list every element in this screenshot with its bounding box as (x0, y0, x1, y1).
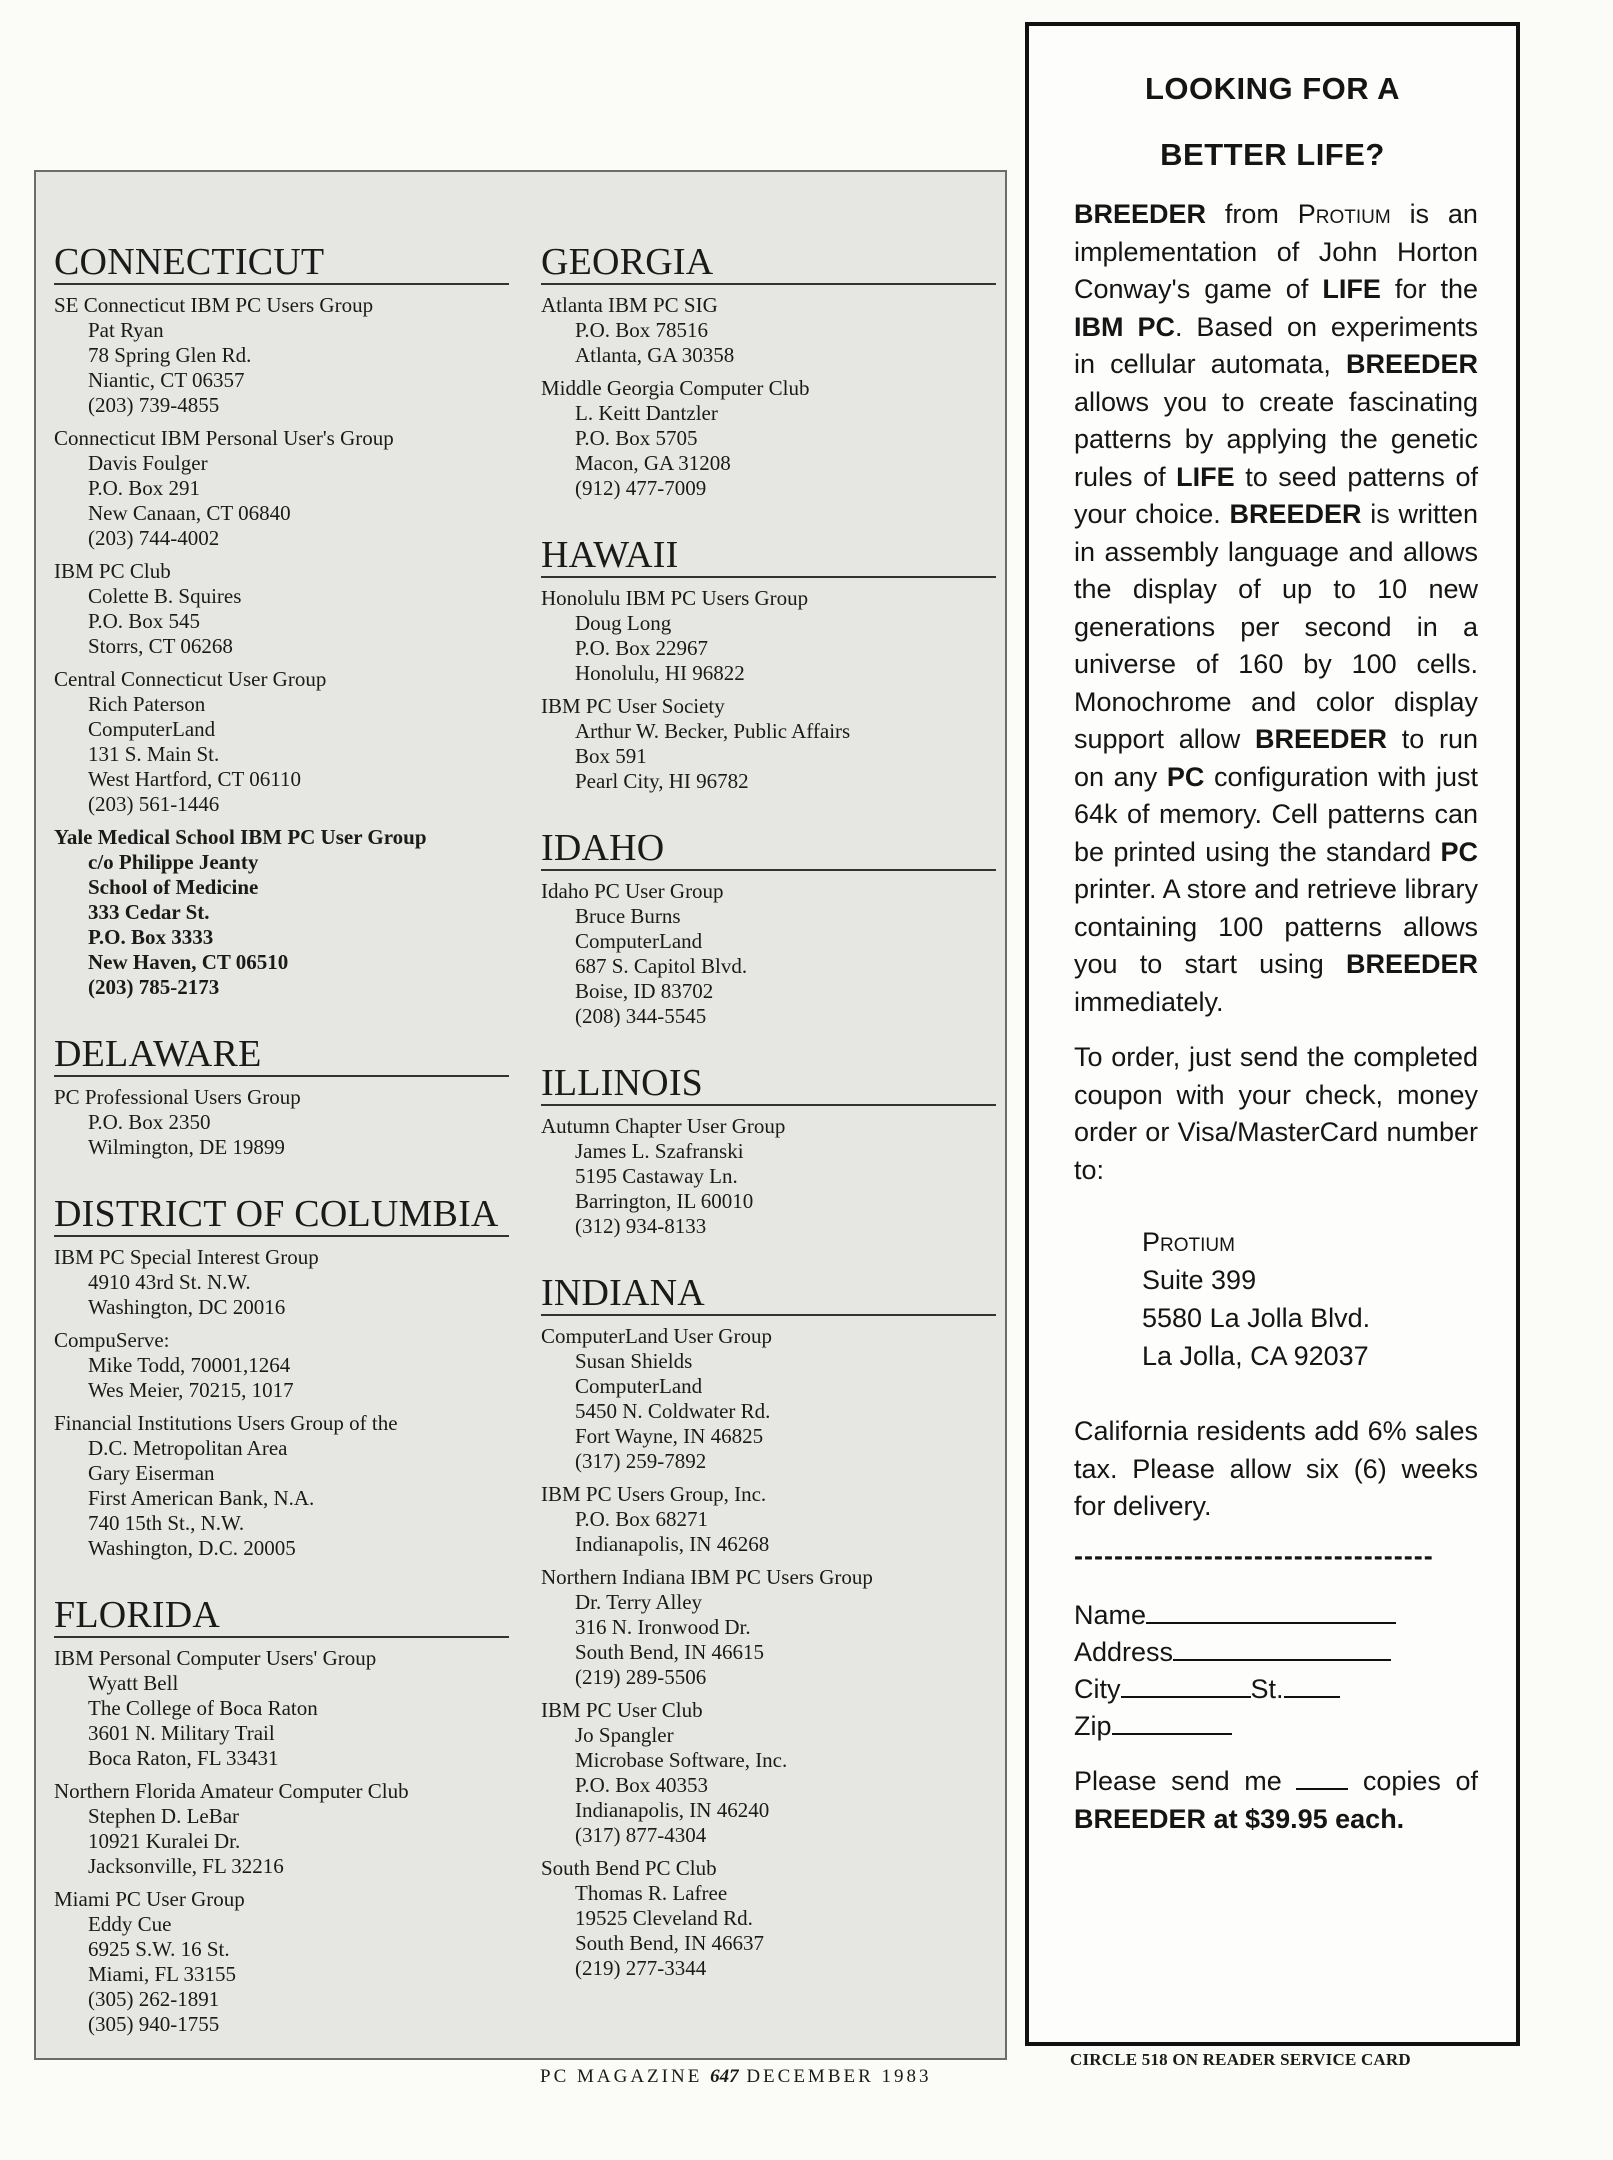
user-group-name: Autumn Chapter User Group (541, 1114, 786, 1138)
user-group-entry (541, 1114, 1031, 1239)
ad-text: is an implementation of John Horton Conway's game of (1074, 199, 1478, 304)
ad-text: configuration with just 64k of memory. Cell patterns can be printed using the standard (1074, 761, 1478, 867)
state-section (54, 1034, 544, 1160)
contact-line: Susan Shields (575, 1349, 693, 1373)
price-text: at $39.95 each. (1213, 1803, 1405, 1834)
contact-line: Washington, D.C. 20005 (88, 1536, 296, 1560)
directory-right-column (541, 242, 1031, 1981)
contact-line: P.O. Box 291 (88, 476, 201, 500)
state-section (54, 242, 544, 1000)
contact-line: P.O. Box 40353 (575, 1773, 709, 1797)
user-group-entry (541, 293, 1031, 368)
contact-line: (219) 289-5506 (575, 1665, 707, 1689)
user-group-name: IBM PC Users Group, Inc. (541, 1482, 767, 1506)
state-heading: ILLINOIS (541, 1063, 996, 1106)
footer-page-number: 647 (710, 2066, 739, 2087)
contact-line: P.O. Box 2350 (88, 1110, 211, 1134)
state-section (54, 1595, 544, 2037)
state-heading: INDIANA (541, 1273, 996, 1316)
zip-label: Zip (1074, 1711, 1112, 1741)
directory-left-column (54, 242, 544, 2037)
life-term: LIFE (1176, 461, 1235, 492)
contact-line: Wes Meier, 70215, 1017 (88, 1378, 294, 1402)
ad-text: . Based on experiments in cellular automata, (1074, 311, 1478, 379)
contact-line: P.O. Box 3333 (88, 925, 214, 949)
user-group-name: SE Connecticut IBM PC Users Group (54, 293, 374, 317)
product-name: BREEDER (1345, 949, 1478, 979)
user-group-entry (54, 1328, 544, 1403)
contact-line: (219) 277-3344 (575, 1956, 707, 1980)
contact-line: Eddy Cue (88, 1912, 172, 1936)
user-group-name: Atlanta IBM PC SIG (541, 293, 718, 317)
state-heading: GEORGIA (541, 242, 996, 285)
product-name: BREEDER (1074, 1803, 1207, 1834)
ad-headline-line-2: BETTER LIFE? (1160, 137, 1385, 172)
user-group-name: ComputerLand User Group (541, 1324, 772, 1348)
coupon-city-field[interactable] (1074, 1671, 1478, 1708)
contact-line: Pat Ryan (88, 318, 164, 342)
contact-line: Wyatt Bell (88, 1671, 179, 1695)
contact-line: Atlanta, GA 30358 (575, 343, 735, 367)
state-section (541, 535, 1031, 794)
state-heading: CONNECTICUT (54, 242, 509, 285)
pc-term: PC (1166, 761, 1205, 792)
address-line: 5580 La Jolla Blvd. (1142, 1303, 1371, 1333)
copies-blank[interactable] (1296, 1766, 1348, 1790)
contact-line: (312) 934-8133 (575, 1214, 707, 1238)
state-heading: IDAHO (541, 828, 996, 871)
contact-line: D.C. Metropolitan Area (88, 1436, 288, 1460)
ad-headline (1029, 56, 1516, 188)
user-group-name: IBM PC User Club (541, 1698, 703, 1722)
contact-line: ComputerLand (575, 1374, 703, 1398)
contact-line: Microbase Software, Inc. (575, 1748, 788, 1772)
contact-line: Honolulu, HI 96822 (575, 661, 745, 685)
state-section (541, 1063, 1031, 1239)
user-group-entry (54, 667, 544, 817)
contact-line: Washington, DC 20016 (88, 1295, 286, 1319)
product-name: BREEDER (1229, 499, 1362, 529)
contact-line: Box 591 (575, 744, 647, 768)
contact-line: Storrs, CT 06268 (88, 634, 233, 658)
contact-line: 3601 N. Military Trail (88, 1721, 275, 1745)
user-group-name: Honolulu IBM PC Users Group (541, 586, 809, 610)
contact-line: Jo Spangler (575, 1723, 674, 1747)
contact-line: Macon, GA 31208 (575, 451, 731, 475)
ad-text: allows you to create fascinating patterns by applying the genetic rules of (1074, 386, 1478, 492)
contact-line: Barrington, IL 60010 (575, 1189, 754, 1213)
user-group-entry (541, 1698, 1031, 1848)
ad-headline-line-1: LOOKING FOR A (1144, 71, 1401, 106)
ad-text: to run on any (1074, 724, 1478, 792)
page-footer (540, 2066, 932, 2088)
name-blank[interactable] (1146, 1600, 1396, 1624)
ad-description (1074, 196, 1478, 1021)
contact-line: 6925 S.W. 16 St. (88, 1937, 230, 1961)
state-heading: FLORIDA (54, 1595, 509, 1638)
contact-line: School of Medicine (88, 875, 259, 899)
user-group-name: PC Professional Users Group (54, 1085, 301, 1109)
contact-line: (317) 259-7892 (575, 1449, 707, 1473)
contact-line: (203) 739-4855 (88, 393, 220, 417)
contact-line: 5195 Castaway Ln. (575, 1164, 738, 1188)
user-group-entry (541, 694, 1031, 794)
user-group-name: Financial Institutions Users Group of the (54, 1411, 398, 1435)
ad-text: from (1224, 199, 1279, 229)
user-group-entry (54, 1646, 544, 1771)
contact-line: 10921 Kuralei Dr. (88, 1829, 241, 1853)
company-name: Protium (1297, 199, 1391, 229)
user-group-entry (54, 426, 544, 551)
coupon-name-field[interactable] (1074, 1597, 1478, 1634)
contact-line: Miami, FL 33155 (88, 1962, 236, 1986)
user-group-name: Miami PC User Group (54, 1887, 245, 1911)
contact-line: Thomas R. Lafree (575, 1881, 728, 1905)
address-line: Suite 399 (1142, 1265, 1257, 1295)
ad-text: copies of (1362, 1766, 1478, 1796)
user-group-name: IBM PC Club (54, 559, 171, 583)
contact-line: (305) 262-1891 (88, 1987, 220, 2011)
contact-line: Boca Raton, FL 33431 (88, 1746, 279, 1770)
contact-line: c/o Philippe Jeanty (88, 850, 259, 874)
contact-line: ComputerLand (575, 929, 703, 953)
user-group-directory (34, 170, 1007, 2060)
zip-blank[interactable] (1112, 1711, 1232, 1735)
footer-date: DECEMBER 1983 (746, 2066, 932, 2087)
contact-line: (203) 561-1446 (88, 792, 220, 816)
coupon-cut-line: ------------------------------------ (1074, 1540, 1434, 1571)
tax-notice: California residents add 6% sales tax. Please allow six (6) weeks for delivery. (1074, 1416, 1478, 1521)
contact-line: 4910 43rd St. N.W. (88, 1270, 251, 1294)
contact-line: ComputerLand (88, 717, 216, 741)
life-term: LIFE (1322, 274, 1381, 304)
user-group-entry (541, 1565, 1031, 1690)
state-section (541, 242, 1031, 501)
address-line: La Jolla, CA 92037 (1142, 1341, 1369, 1371)
contact-line: South Bend, IN 46637 (575, 1931, 764, 1955)
contact-line: P.O. Box 5705 (575, 426, 698, 450)
contact-line: Doug Long (575, 611, 672, 635)
breeder-advertisement (1025, 22, 1520, 2046)
footer-magazine: PC MAGAZINE (540, 2066, 703, 2087)
contact-line: (317) 877-4304 (575, 1823, 707, 1847)
mailing-address (1142, 1223, 1478, 1375)
contact-line: Indianapolis, IN 46240 (575, 1798, 770, 1822)
user-group-entry (54, 559, 544, 659)
state-heading: DELAWARE (54, 1034, 509, 1077)
user-group-entry (54, 1779, 544, 1879)
contact-line: P.O. Box 78516 (575, 318, 709, 342)
address-label: Address (1074, 1637, 1174, 1667)
contact-line: First American Bank, N.A. (88, 1486, 315, 1510)
product-name: BREEDER (1255, 724, 1388, 754)
ad-text: for the (1394, 274, 1478, 304)
user-group-entry (54, 825, 544, 1000)
contact-line: New Haven, CT 06510 (88, 950, 289, 974)
user-group-entry (541, 879, 1031, 1029)
ibm-pc-term: IBM PC (1074, 311, 1175, 342)
city-blank[interactable] (1121, 1674, 1251, 1698)
coupon-zip-field[interactable] (1074, 1708, 1478, 1745)
user-group-name: Connecticut IBM Personal User's Group (54, 426, 394, 450)
user-group-entry (54, 1411, 544, 1561)
contact-line: 5450 N. Coldwater Rd. (575, 1399, 771, 1423)
user-group-entry (541, 586, 1031, 686)
ad-text: to seed patterns of your choice. (1074, 461, 1478, 529)
contact-line: New Canaan, CT 06840 (88, 501, 291, 525)
contact-line: P.O. Box 68271 (575, 1507, 709, 1531)
coupon-address-field[interactable] (1074, 1634, 1478, 1671)
contact-line: 687 S. Capitol Blvd. (575, 954, 748, 978)
pc-term: PC (1440, 836, 1478, 867)
contact-line: 19525 Cleveland Rd. (575, 1906, 753, 1930)
ad-text: printer. A store and retrieve library containing 100 patterns allows you to start using (1074, 874, 1478, 979)
user-group-entry (54, 293, 544, 418)
state-section (54, 1194, 544, 1561)
contact-line: South Bend, IN 46615 (575, 1640, 764, 1664)
order-instructions: To order, just send the completed coupon with your check, money order or Visa/MasterCard number to: (1074, 1042, 1478, 1185)
name-label: Name (1074, 1600, 1147, 1630)
contact-line: The College of Boca Raton (88, 1696, 318, 1720)
address-blank[interactable] (1173, 1637, 1391, 1661)
contact-line: P.O. Box 545 (88, 609, 201, 633)
contact-line: Boise, ID 83702 (575, 979, 714, 1003)
product-name: BREEDER (1345, 349, 1478, 379)
user-group-name: Middle Georgia Computer Club (541, 376, 810, 400)
user-group-name: Idaho PC User Group (541, 879, 724, 903)
user-group-entry (54, 1245, 544, 1320)
product-name: BREEDER (1074, 199, 1207, 229)
reader-service-note: CIRCLE 518 ON READER SERVICE CARD (1070, 2050, 1411, 2069)
contact-line: 316 N. Ironwood Dr. (575, 1615, 751, 1639)
city-label: City (1074, 1674, 1121, 1704)
contact-line: (208) 344-5545 (575, 1004, 707, 1028)
user-group-name: Yale Medical School IBM PC User Group (54, 825, 427, 849)
contact-line: James L. Szafranski (575, 1139, 744, 1163)
state-blank[interactable] (1284, 1674, 1340, 1698)
contact-line: (912) 477-7009 (575, 476, 707, 500)
order-quantity-line (1074, 1763, 1478, 1838)
user-group-entry (541, 376, 1031, 501)
address-company: Protium (1142, 1227, 1235, 1257)
user-group-entry (54, 1887, 544, 2037)
contact-line: Dr. Terry Alley (575, 1590, 703, 1614)
state-section (541, 1273, 1031, 1981)
ad-body (1074, 196, 1478, 1856)
user-group-name: Northern Florida Amateur Computer Club (54, 1779, 409, 1803)
contact-line: Davis Foulger (88, 451, 208, 475)
state-label: St. (1250, 1674, 1284, 1704)
state-heading: DISTRICT OF COLUMBIA (54, 1194, 509, 1237)
user-group-name: IBM Personal Computer Users' Group (54, 1646, 377, 1670)
contact-line: Bruce Burns (575, 904, 681, 928)
contact-line: Indianapolis, IN 46268 (575, 1532, 770, 1556)
user-group-name: South Bend PC Club (541, 1856, 717, 1880)
ad-text: Please send me (1074, 1766, 1282, 1796)
ad-text: is written in assembly language and allows the display of up to 10 new generations per second in a universe of 160 by 100 cells. Monochrome and color display support allow (1074, 499, 1478, 754)
contact-line: Arthur W. Becker, Public Affairs (575, 719, 851, 743)
state-section (541, 828, 1031, 1029)
contact-line: (305) 940-1755 (88, 2012, 220, 2036)
contact-line: Wilmington, DE 19899 (88, 1135, 285, 1159)
contact-line: Fort Wayne, IN 46825 (575, 1424, 764, 1448)
user-group-name: IBM PC User Society (541, 694, 725, 718)
user-group-entry (541, 1324, 1031, 1474)
contact-line: 740 15th St., N.W. (88, 1511, 245, 1535)
user-group-entry (54, 1085, 544, 1160)
user-group-name: IBM PC Special Interest Group (54, 1245, 319, 1269)
contact-line: P.O. Box 22967 (575, 636, 709, 660)
contact-line: Mike Todd, 70001,1264 (88, 1353, 291, 1377)
user-group-name: CompuServe: (54, 1328, 170, 1352)
user-group-name: Central Connecticut User Group (54, 667, 327, 691)
contact-line: West Hartford, CT 06110 (88, 767, 301, 791)
ad-text: immediately. (1074, 986, 1224, 1017)
contact-line: Stephen D. LeBar (88, 1804, 240, 1828)
contact-line: Gary Eiserman (88, 1461, 215, 1485)
user-group-entry (541, 1482, 1031, 1557)
contact-line: L. Keitt Dantzler (575, 401, 718, 425)
contact-line: Jacksonville, FL 32216 (88, 1854, 284, 1878)
contact-line: (203) 785-2173 (88, 975, 220, 999)
contact-line: Niantic, CT 06357 (88, 368, 245, 392)
contact-line: Rich Paterson (88, 692, 206, 716)
contact-line: 78 Spring Glen Rd. (88, 343, 252, 367)
state-heading: HAWAII (541, 535, 996, 578)
user-group-entry (541, 1856, 1031, 1981)
user-group-name: Northern Indiana IBM PC Users Group (541, 1565, 873, 1589)
contact-line: (203) 744-4002 (88, 526, 220, 550)
contact-line: Colette B. Squires (88, 584, 242, 608)
contact-line: 131 S. Main St. (88, 742, 220, 766)
contact-line: 333 Cedar St. (88, 900, 210, 924)
contact-line: Pearl City, HI 96782 (575, 769, 749, 793)
